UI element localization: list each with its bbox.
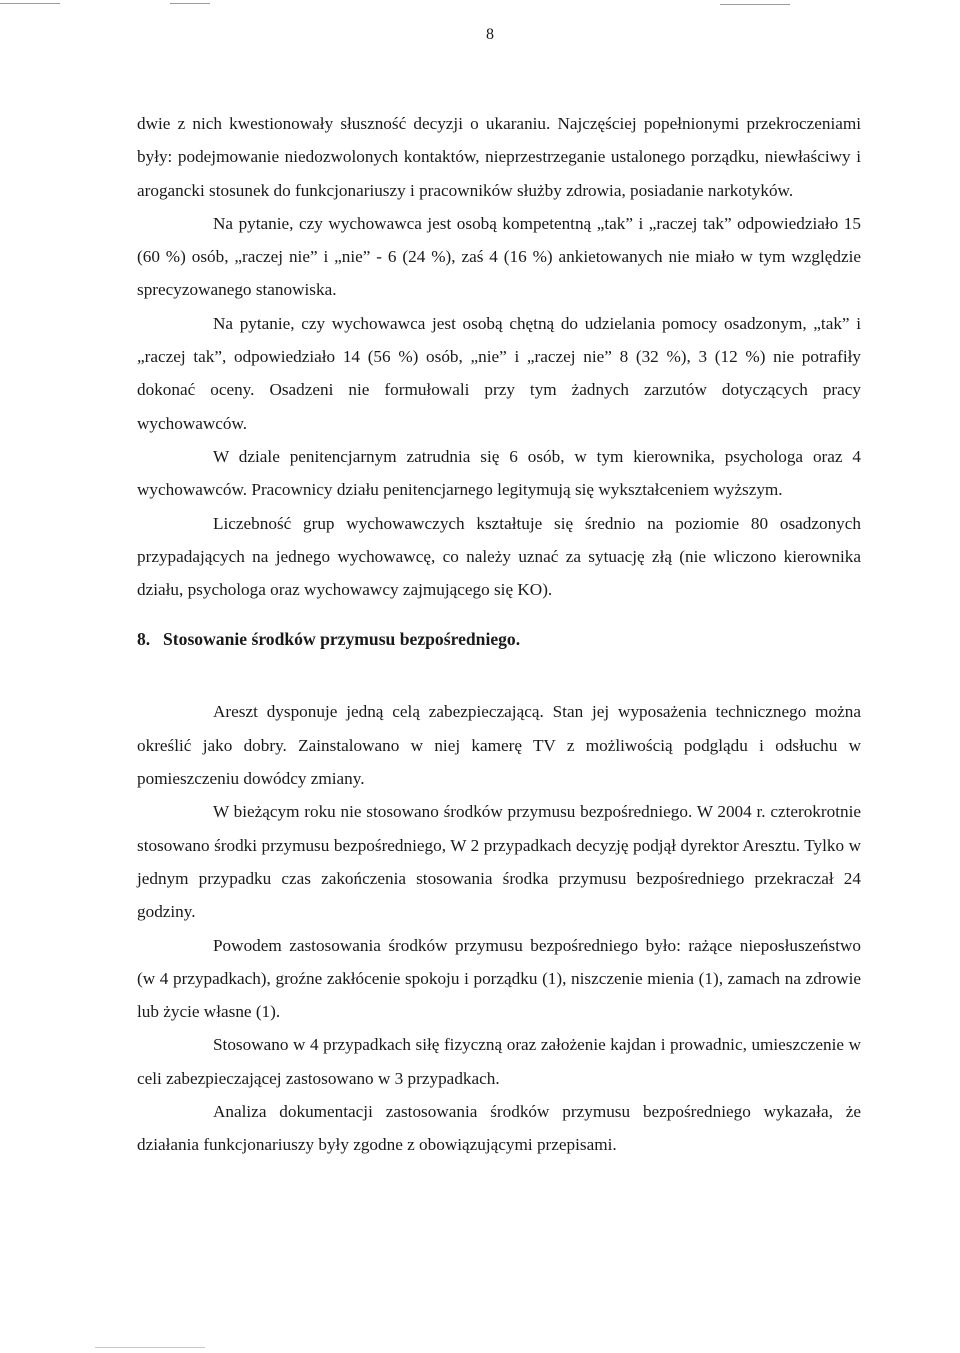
page-number: 8 xyxy=(486,26,494,43)
paragraph: W bieżącym roku nie stosowano środków przymusu bezpośredniego. W 2004 r. czterokrotnie stosowano środki przymusu bezpośredniego, W 2 przypadkach decyzję podjął dyrektor Aresztu. Tylko w jednym przypadku czas zakończenia stosowania środka przymusu bezpośredniego przekraczał 24 godziny. xyxy=(137,802,861,922)
paragraph-continued: dwie z nich kwestionowały słuszność decyzji o ukaraniu. Najczęściej popełnionymi przekroczeniami były: podejmowanie niedozwolonych kontaktów, nieprzestrzeganie ustalonego porządku, niewłaściwy i arogancki stosunek do funkcjonariuszy i pracowników służby zdrowia, posiadanie narkotyków. xyxy=(137,114,861,200)
paragraph: Powodem zastosowania środków przymusu bezpośredniego było: rażące nieposłuszeństwo (w 4 przypadkach), groźne zakłócenie spokoju i porządku (1), niszczenie mienia (1), zamach na zdrowie lub życie własne (1). xyxy=(137,935,861,1022)
paragraph: Analiza dokumentacji zastosowania środków przymusu bezpośredniego wykazała, że działania funkcjonariuszy były zgodne z obowiązującymi przepisami. xyxy=(137,1102,861,1155)
paragraph: Liczebność grup wychowawczych kształtuje się średnio na poziomie 80 osadzonych przypadających na jednego wychowawcę, co należy uznać za sytuację złą (nie wliczono kierownika działu, psychologa oraz wychowawcy zajmującego się KO). xyxy=(137,513,861,600)
scan-artifact-top-mid xyxy=(170,3,210,4)
paragraph: W dziale penitencjarnym zatrudnia się 6 osób, w tym kierownika, psychologa oraz 4 wychowawców. Pracownicy działu penitencjarnego legitymują się wykształceniem wyższym. xyxy=(137,446,861,500)
paragraph: Na pytanie, czy wychowawca jest osobą chętną do udzielania pomocy osadzonym, „tak” i „raczej tak”, odpowiedziało 14 (56 %) osób, „nie” i „raczej nie” 8 (32 %), 3 (12 %) nie potrafiły dokonać oceny. Osadzeni nie formułowali przy tym żadnych zarzutów dotyczących pracy wychowawców. xyxy=(137,313,861,433)
section-title: Stosowanie środków przymusu bezpośredniego. xyxy=(163,629,521,650)
section-number: 8. xyxy=(137,629,151,650)
scan-artifact-bottom xyxy=(95,1347,205,1348)
paragraph: Areszt dysponuje jedną celą zabezpieczającą. Stan jej wyposażenia technicznego można określić jako dobry. Zainstalowano w niej kamerę TV z możliwością podglądu i odsłuchu w pomieszczeniu dowódcy zmiany. xyxy=(137,702,861,789)
paragraph: Stosowano w 4 przypadkach siłę fizyczną oraz założenie kajdan i prowadnic, umieszczenie w celi zabezpieczającej zastosowano w 3 przypadkach. xyxy=(137,1035,861,1088)
document-body xyxy=(137,107,861,1162)
scan-artifact-top-right xyxy=(720,4,790,5)
paragraph: Na pytanie, czy wychowawca jest osobą kompetentną „tak” i „raczej tak” odpowiedziało 15 (60 %) osób, „raczej nie” i „nie” - 6 (24 %), zaś 4 (16 %) ankietowanych nie miało w tym względzie sprecyzowanego stanowiska. xyxy=(137,213,861,300)
scan-artifact-top-left xyxy=(0,3,60,4)
section-heading xyxy=(137,623,861,656)
